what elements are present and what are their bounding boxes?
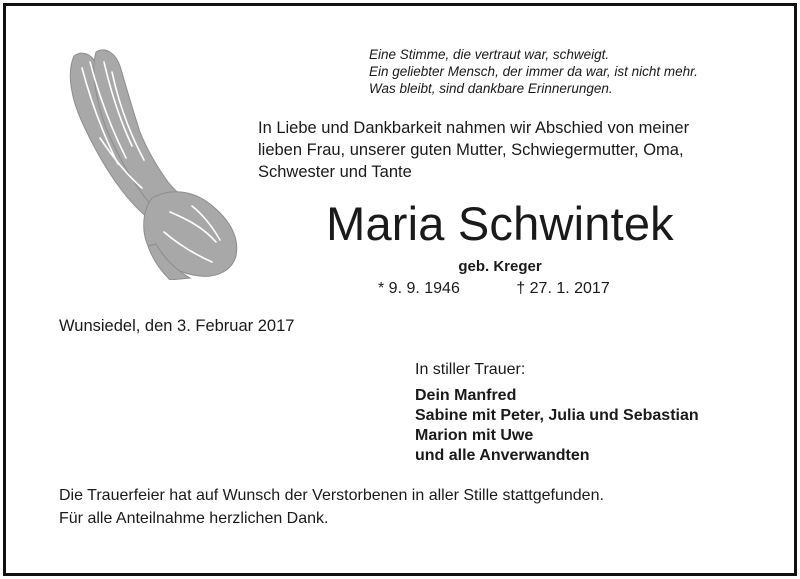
birth-date: * 9. 9. 1946 xyxy=(378,280,460,297)
intro-line: lieben Frau, unserer guten Mutter, Schwiegermutter, Oma, xyxy=(258,141,684,159)
death-date: † 27. 1. 2017 xyxy=(516,280,610,297)
deceased-name: Maria Schwintek xyxy=(326,197,674,250)
mourner-name: Dein Manfred xyxy=(415,387,517,404)
mourner-name: und alle Anverwandten xyxy=(415,447,590,464)
life-dates xyxy=(378,278,678,300)
place-date: Wunsiedel, den 3. Februar 2017 xyxy=(59,317,295,335)
poem-line: Was bleibt, sind dankbare Erinnerungen. xyxy=(369,81,613,96)
funeral-note xyxy=(59,484,759,530)
poem-line: Ein geliebter Mensch, der immer da war, ist nicht mehr. xyxy=(369,64,698,79)
mourner-name: Sabine mit Peter, Julia und Sebastian xyxy=(415,407,699,424)
mourner-name: Marion mit Uwe xyxy=(415,427,534,444)
poem-line: Eine Stimme, die vertraut war, schweigt. xyxy=(369,47,610,62)
mourners-block xyxy=(415,360,785,466)
praying-hands-icon xyxy=(52,48,242,280)
mourning-lead: In stiller Trauer: xyxy=(415,361,526,378)
footer-line: Die Trauerfeier hat auf Wunsch der Verstorbenen in aller Stille stattgefunden. xyxy=(59,487,604,504)
intro-line: Schwester und Tante xyxy=(258,163,412,181)
maiden-name: geb. Kreger xyxy=(458,258,542,275)
intro-text xyxy=(258,117,778,183)
poem xyxy=(369,46,779,97)
intro-line: In Liebe und Dankbarkeit nahmen wir Abschied von meiner xyxy=(258,119,690,137)
footer-line: Für alle Anteilnahme herzlichen Dank. xyxy=(59,510,329,527)
